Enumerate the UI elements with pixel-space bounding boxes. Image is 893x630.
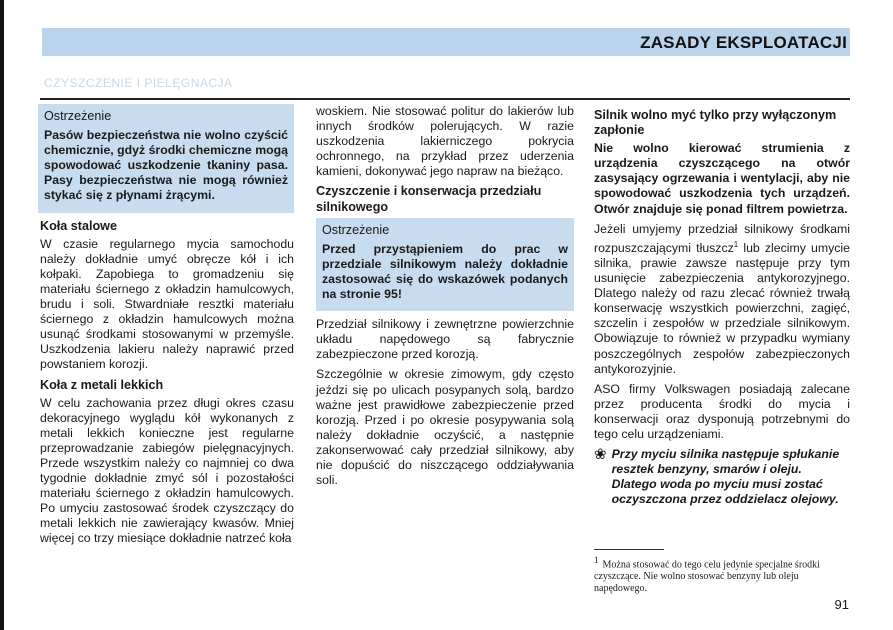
warning-box-engine: [316, 218, 574, 311]
column-3: [594, 104, 850, 507]
paragraph-degreasing-part-a: Jeżeli umyjemy przedział silnikowy środkami rozpuszczającymi tłuszcz: [594, 221, 850, 255]
footnote: [594, 554, 850, 595]
heading-alloy-wheels: Koła z metali lekkich: [40, 377, 164, 392]
header-rule: [40, 98, 850, 100]
environment-tip-text: Przy myciu silnika następuje spłukanie resztek benzyny, smarów i oleju. Dlatego woda po myciu musi zostać oczyszczona przez oddzielacz olejowy.: [611, 447, 840, 507]
footnote-text: Można stosować do tego celu jedynie specjalne środki czyszczące. Nie wolno stosować benzyny lub oleju napędowego.: [594, 559, 820, 595]
page-edge: [0, 0, 4, 630]
bleed-through-text: CZYSZCZENIE I PIELĘGNACJA: [44, 76, 233, 90]
paragraph-steel-wheels: W czasie regularnego mycia samochodu należy dokładnie umyć obręcze kół i ich kołpaki. Zapobiega to gromadzeniu się materiału ściernego z okładzin hamulcowych, brudu i soli. Stwardniałe resztki materiału ściernego z okładzin hamulcowych można usunąć środkami stosowanymi w przemyśle. Uszkodzenia lakieru należy naprawić przed powstaniem korozji.: [40, 236, 294, 372]
paragraph-engine-winter: Szczególnie w okresie zimowym, gdy często jeździ się po ulicach posypanych solą, bardzo ważne jest prawidłowe zabezpieczenie przed korozją. Przed i po okresie posypywania solą należy dokładnie oczyścić, a następnie zakonserwować cały przedział silnikowy, aby nie dopuścić do niszczącego oddziaływania soli.: [316, 367, 574, 488]
environment-icon: ❀: [594, 446, 607, 464]
paragraph-alloy-wheels: W celu zachowania przez długi okres czasu dekoracyjnego wyglądu kół wykonanych z metali lekkich konieczne jest regularne przeprowadzanie zabiegów pielęgnacyjnych. Przede wszystkim należy co najmniej co dwa tygodnie dokładnie zmyć sól i pozostałości materiału ściernego z okładzin hamulcowych. Po umyciu zastosować środek czyszczący do metali lekkich nie zawierający kwasów. Mniej więcej co trzy miesiące dokładnie natrzeć koła: [40, 395, 294, 546]
page-number: 91: [834, 597, 849, 612]
warning-box-seatbelts: [38, 104, 294, 213]
warning-title: Ostrzeżenie: [322, 222, 390, 237]
notice-air-intake: Nie wolno kierować strumienia z urządzenia czyszczącego na otwór zasysający ogrzewania i wentylacji, aby nie spowodować uszkodzenia tych urządzeń. Otwór znajduje się ponad filtrem powietrza.: [594, 141, 850, 216]
environment-tip: [594, 447, 850, 507]
warning-text: Przed przystąpieniem do prac w przedziale silnikowym należy dokładnie zastosować się do wskazówek podanych na stronie 95!: [322, 241, 568, 302]
footnote-number: 1: [594, 555, 599, 565]
paragraph-wax: woskiem. Nie stosować politur do lakierów lub innych środków polerujących. W razie uszkodzenia lakierniczego pokrycia ochronnego, na przykład przez uderzenia kamieni, dokonywać jego napraw na bieżąco.: [316, 104, 574, 179]
warning-title: Ostrzeżenie: [44, 109, 112, 123]
heading-wash-ignition-off: Silnik wolno myć tylko przy wyłączonym zapłonie: [594, 108, 837, 138]
paragraph-aso: ASO firmy Volkswagen posiadają zalecane przez producenta środki do mycia i konserwacji oraz dysponują potrzebnymi do tego celu urządzeniami.: [594, 381, 850, 441]
heading-steel-wheels: Koła stalowe: [40, 218, 117, 233]
heading-engine-cleaning: Czyszczenie i konserwacja przedziału silnikowego: [316, 184, 542, 214]
paragraph-engine-factory-protection: Przedział silnikowy i zewnętrzne powierzchnie układu napędowego są fabrycznie zabezpieczone przed korozją.: [316, 317, 574, 362]
footnote-rule: [594, 549, 664, 550]
paragraph-degreasing: [594, 222, 850, 377]
page-title: ZASADY EKSPLOATACJI: [640, 33, 847, 52]
column-2: [316, 104, 574, 493]
footnote-mark: 1: [733, 239, 739, 249]
paragraph-degreasing-part-b: lub zlecimy umycie silnika, prawie zawsze następuje przy tym usunięcie zabezpieczenia antykorozyjnego. Dlatego należy od razu zlecać również trwałą konserwację wszystkich powierzchni, zagięć, szczelin i zespołów w przedziale silnikowym. Obowiązuje to również w przypadku wymiany poszczególnych zespołów zabezpieczonych antykorozyjnie.: [594, 240, 850, 376]
warning-text: Pasów bezpieczeństwa nie wolno czyścić chemicznie, gdyż środki chemiczne mogą spowodować uszkodzenie tkaniny pasa. Pasy bezpieczeństwa nie mogą również stykać się z płynami żrącymi.: [44, 128, 288, 203]
column-1: [40, 104, 294, 552]
